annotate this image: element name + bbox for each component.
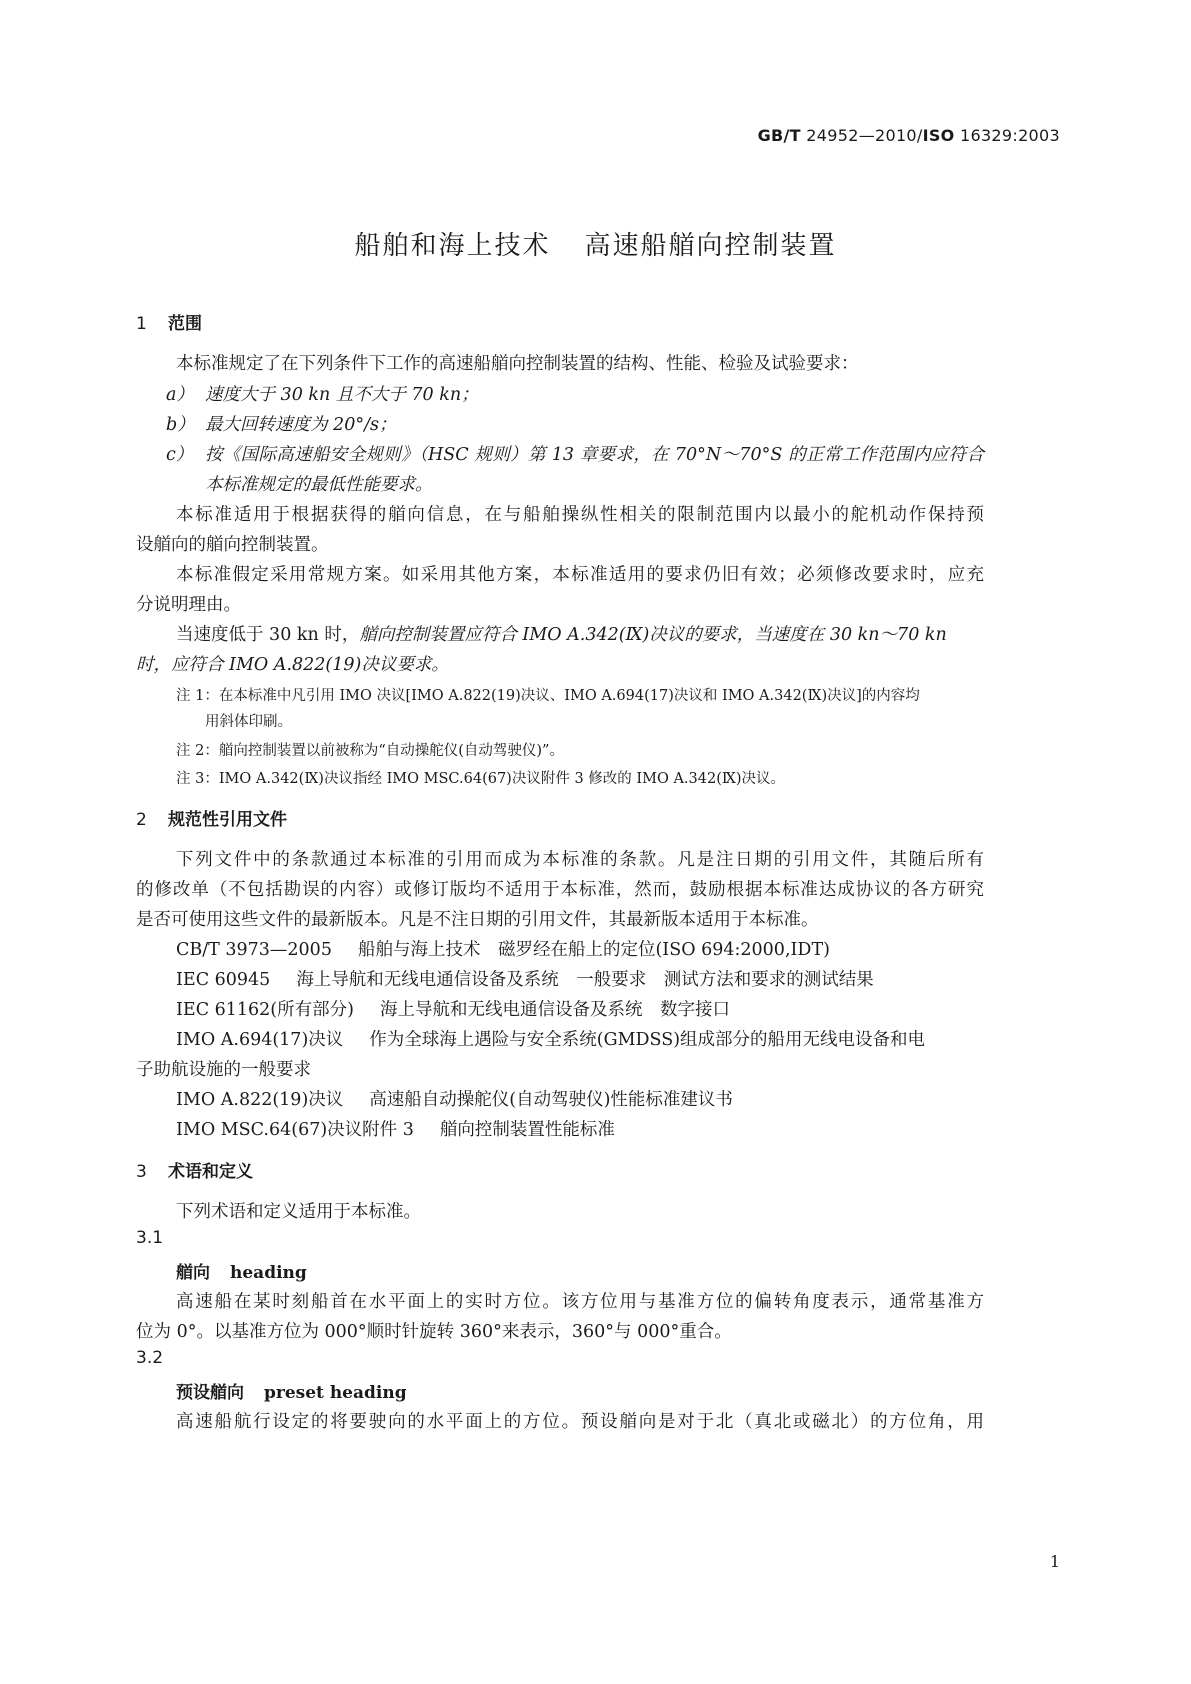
reference-item: IMO A.822(19)决议 高速船自动操舵仪(自动驾驶仪)性能标准建议书 xyxy=(176,1090,733,1110)
scope-para3-line2: 时，应符合 IMO A.822(19)决议要求。 xyxy=(136,655,449,675)
standard-number-header xyxy=(758,126,1060,145)
term-heading: 艏向 heading xyxy=(176,1263,307,1283)
scope-item-c-line1: 按《国际高速船安全规则》（HSC 规则）第 13 章要求，在 70°N～70°S 的正常工作范围内应符合 xyxy=(205,445,984,465)
note-2: 注 2：艏向控制装置以前被称为“自动操舵仪(自动驾驶仪)”。 xyxy=(176,743,564,759)
term-definition-line2: 位为 0°。以基准方位为 000°顺时针旋转 360°来表示，360°与 000°重合。 xyxy=(136,1322,732,1342)
note-1-line2: 用斜体印刷。 xyxy=(205,714,292,730)
term-definition-line1: 高速船在某时刻船首在水平面上的实时方位。该方位用与基准方位的偏转角度表示，通常基准方 xyxy=(176,1292,984,1312)
section-heading-1: 1 范围 xyxy=(136,314,202,334)
standard-prefix: GB/T xyxy=(757,126,801,145)
standard-number: 24952—2010/ xyxy=(806,126,923,145)
reference-item: IEC 61162(所有部分) 海上导航和无线电通信设备及系统 数字接口 xyxy=(176,1000,730,1020)
reference-item-continuation: 子助航设施的一般要求 xyxy=(136,1060,311,1080)
title-part-1: 船舶和海上技术 xyxy=(354,231,551,261)
section-heading-2: 2 规范性引用文件 xyxy=(136,810,287,830)
scope-item-b-label: b） xyxy=(166,415,195,435)
term-preset-heading: 预设艏向 preset heading xyxy=(176,1383,407,1403)
reference-item: IMO A.694(17)决议 作为全球海上遇险与安全系统(GMDSS)组成部分的船用无线电设备和电 xyxy=(176,1030,926,1050)
scope-para1-line1: 本标准适用于根据获得的艏向信息，在与船舶操纵性相关的限制范围内以最小的舵机动作保持预 xyxy=(176,505,984,525)
reference-item: IEC 60945 海上导航和无线电通信设备及系统 一般要求 测试方法和要求的测试结果 xyxy=(176,970,874,990)
references-intro-line1: 下列文件中的条款通过本标准的引用而成为本标准的条款。凡是注日期的引用文件，其随后所有 xyxy=(176,850,984,870)
note-3: 注 3：IMO A.342(Ⅸ)决议指经 IMO MSC.64(67)决议附件 3 修改的 IMO A.342(Ⅸ)决议。 xyxy=(176,771,786,787)
note-1-line1: 注 1：在本标准中凡引用 IMO 决议[IMO A.822(19)决议、IMO A.694(17)决议和 IMO A.342(Ⅸ)决议]的内容均 xyxy=(176,688,920,704)
page-number: 1 xyxy=(1049,1552,1060,1571)
reference-item: CB/T 3973—2005 船舶与海上技术 磁罗经在船上的定位(ISO 694:2000,IDT) xyxy=(176,940,830,960)
terms-intro: 下列术语和定义适用于本标准。 xyxy=(176,1202,421,1222)
references-intro-line3: 是否可使用这些文件的最新版本。凡是不注日期的引用文件，其最新版本适用于本标准。 xyxy=(136,910,819,930)
document-title xyxy=(0,225,1191,262)
scope-para2-line1: 本标准假定采用常规方案。如采用其他方案，本标准适用的要求仍旧有效；必须修改要求时，应充 xyxy=(176,565,984,585)
references-intro-line2: 的修改单（不包括勘误的内容）或修订版均不适用于本标准，然而，鼓励根据本标准达成协议的各方研究 xyxy=(136,880,984,900)
scope-para2-line2: 分说明理由。 xyxy=(136,595,241,615)
title-part-2: 高速船艏向控制装置 xyxy=(584,231,837,261)
reference-item: IMO MSC.64(67)决议附件 3 艏向控制装置性能标准 xyxy=(176,1120,615,1140)
term-number-3-1: 3.1 xyxy=(136,1228,164,1248)
scope-intro: 本标准规定了在下列条件下工作的高速船艏向控制装置的结构、性能、检验及试验要求： xyxy=(176,354,859,374)
iso-number: 16329:2003 xyxy=(959,126,1060,145)
scope-item-a: 速度大于 30 kn 且不大于 70 kn； xyxy=(205,385,479,405)
scope-item-b: 最大回转速度为 20°/s； xyxy=(205,415,397,435)
term-preset-definition-line1: 高速船航行设定的将要驶向的水平面上的方位。预设艏向是对于北（真北或磁北）的方位角，用 xyxy=(176,1412,984,1432)
scope-para3-line1: 当速度低于 30 kn 时，艏向控制装置应符合 IMO A.342(Ⅸ)决议的要求，当速度在 30 kn～70 kn xyxy=(176,625,947,645)
section-heading-3: 3 术语和定义 xyxy=(136,1162,253,1182)
iso-prefix: ISO xyxy=(922,126,955,145)
scope-item-c-line2: 本标准规定的最低性能要求。 xyxy=(205,475,433,495)
scope-para1-line2: 设艏向的艏向控制装置。 xyxy=(136,535,329,555)
term-number-3-2: 3.2 xyxy=(136,1348,164,1368)
scope-item-c-label: c） xyxy=(166,445,194,465)
scope-item-a-label: a） xyxy=(166,385,194,405)
